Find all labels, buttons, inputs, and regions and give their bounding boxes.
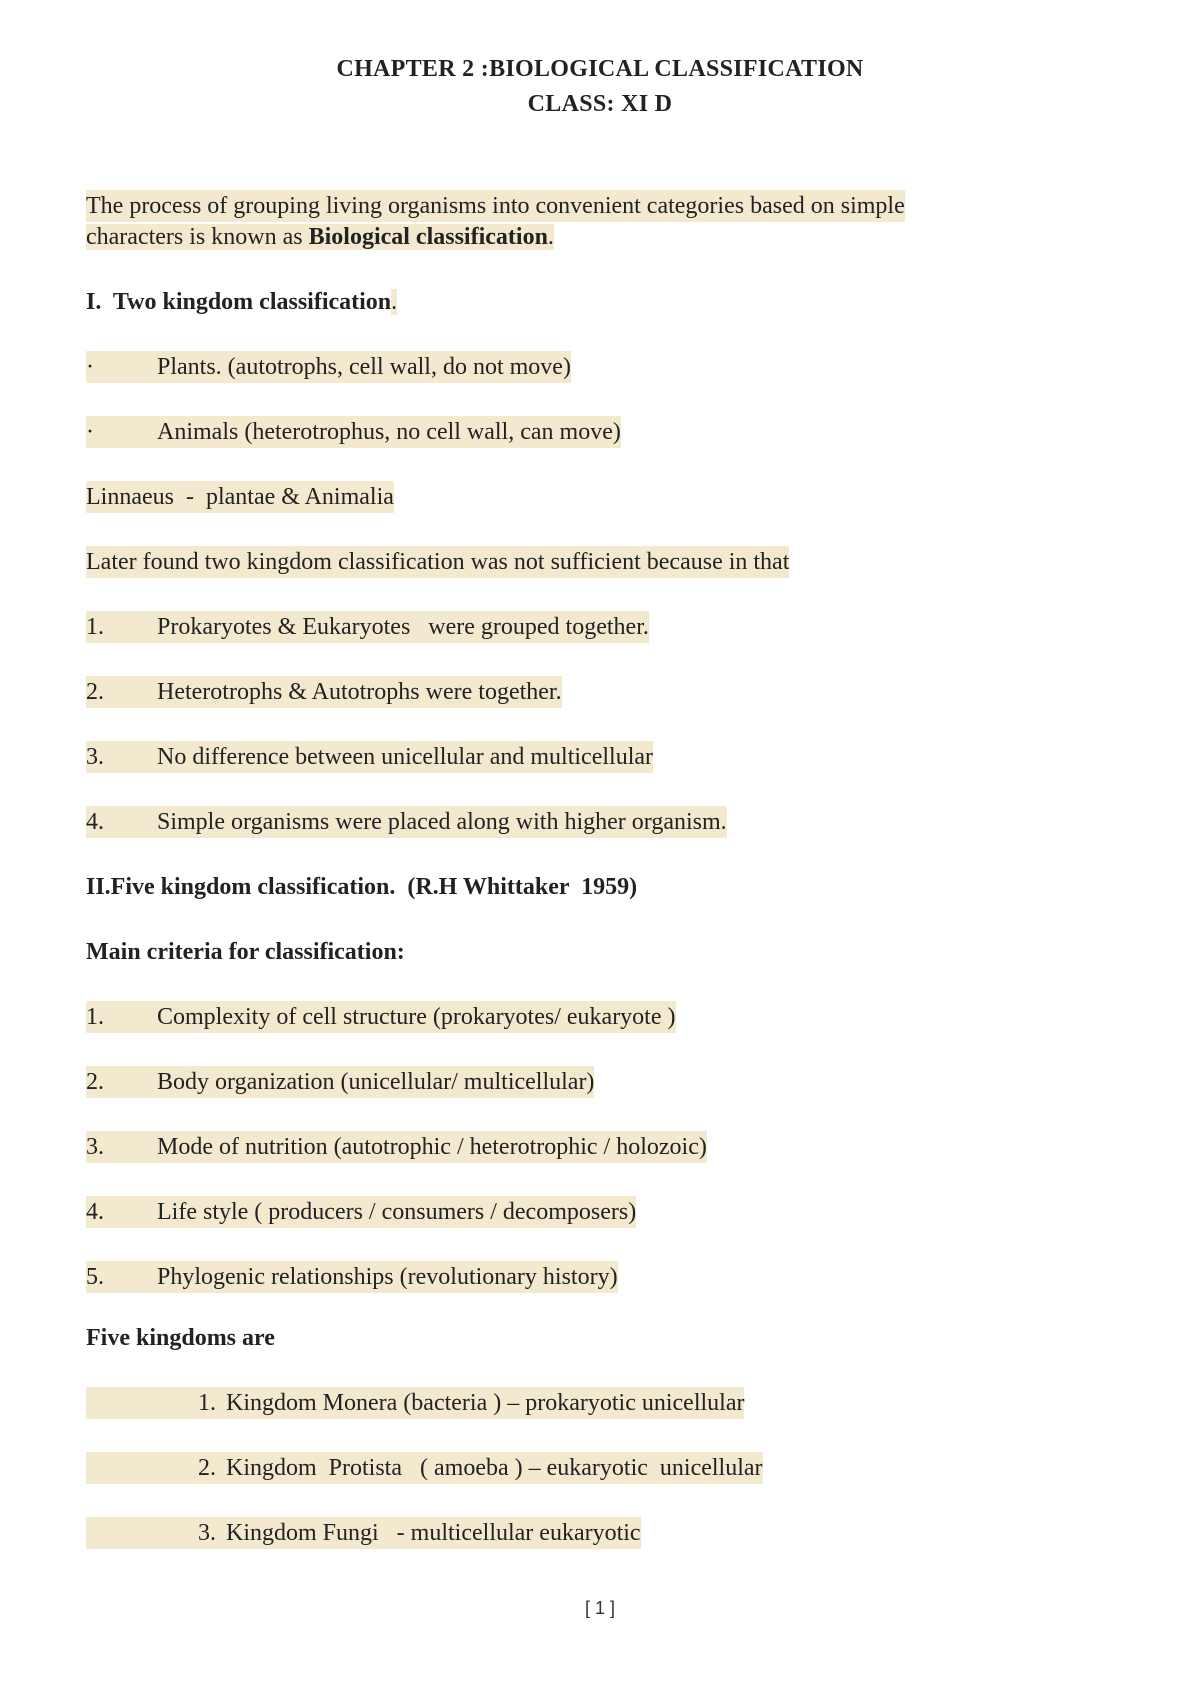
section1-heading-dot: . [391, 289, 398, 315]
class-label: CLASS: XI D [527, 91, 673, 117]
criteria-item [86, 1261, 618, 1293]
kingdom-item [86, 1452, 763, 1484]
intro-line-1: The process of grouping living organisms into convenient categories based on simple [86, 190, 905, 222]
section2-heading: II.Five kingdom classification. (R.H Whittaker 1959) [86, 874, 638, 900]
criteria-text: Complexity of cell structure (prokaryotes/ eukaryote ) [157, 1004, 676, 1030]
intro-line-2 [86, 221, 554, 253]
reason-number: 4. [86, 809, 104, 835]
criteria-item [86, 1066, 594, 1098]
criteria-text: Phylogenic relationships (revolutionary history) [157, 1264, 618, 1290]
reason-text: Heterotrophs & Autotrophs were together. [157, 679, 562, 705]
kingdom-text: Kingdom Monera (bacteria ) – prokaryotic unicellular [226, 1390, 745, 1416]
bullet-text: Plants. (autotrophs, cell wall, do not move) [157, 354, 571, 380]
intro-term: Biological classification [308, 224, 548, 250]
criteria-heading: Main criteria for classification: [86, 939, 405, 965]
kingdom-number: 2. [198, 1455, 216, 1481]
kingdom-number: 1. [198, 1390, 216, 1416]
criteria-text: Mode of nutrition (autotrophic / heterotrophic / holozoic) [157, 1134, 707, 1160]
reason-item [86, 676, 562, 708]
kingdom-text: Kingdom Protista ( amoeba ) – eukaryotic unicellular [226, 1455, 763, 1481]
page-number: [ 1 ] [584, 1598, 615, 1618]
later-found-line: Later found two kingdom classification was not sufficient because in that [86, 546, 789, 578]
intro-suffix: . [547, 224, 554, 250]
criteria-number: 4. [86, 1199, 104, 1225]
kingdoms-heading: Five kingdoms are [86, 1325, 275, 1351]
bullet-text: Animals (heterotrophus, no cell wall, can move) [157, 419, 621, 445]
criteria-number: 5. [86, 1264, 104, 1290]
section1-heading [86, 286, 397, 318]
reason-text: No difference between unicellular and multicellular [157, 744, 654, 770]
criteria-number: 2. [86, 1069, 104, 1095]
criteria-item [86, 1196, 636, 1228]
reason-number: 2. [86, 679, 104, 705]
bullet-marker: · [86, 354, 94, 380]
reason-item [86, 806, 727, 838]
section1-heading-text: I. Two kingdom classification [86, 289, 392, 315]
bullet-item [86, 416, 621, 448]
kingdom-item [86, 1517, 641, 1549]
criteria-item [86, 1001, 676, 1033]
kingdom-number: 3. [198, 1520, 216, 1546]
chapter-title: CHAPTER 2 :BIOLOGICAL CLASSIFICATION [336, 56, 864, 82]
reason-number: 1. [86, 614, 104, 640]
reason-item [86, 611, 649, 643]
kingdom-text: Kingdom Fungi - multicellular eukaryotic [226, 1520, 641, 1546]
linnaeus-line: Linnaeus - plantae & Animalia [86, 481, 394, 513]
criteria-item [86, 1131, 707, 1163]
criteria-text: Life style ( producers / consumers / decomposers) [157, 1199, 637, 1225]
reason-text: Simple organisms were placed along with higher organism. [157, 809, 727, 835]
intro-prefix: characters is known as [86, 224, 309, 250]
kingdom-item [86, 1387, 744, 1419]
criteria-number: 1. [86, 1004, 104, 1030]
criteria-text: Body organization (unicellular/ multicellular) [157, 1069, 595, 1095]
criteria-number: 3. [86, 1134, 104, 1160]
bullet-marker: · [86, 419, 94, 445]
bullet-item [86, 351, 571, 383]
reason-text: Prokaryotes & Eukaryotes were grouped together. [157, 614, 649, 640]
reason-item [86, 741, 653, 773]
reason-number: 3. [86, 744, 104, 770]
